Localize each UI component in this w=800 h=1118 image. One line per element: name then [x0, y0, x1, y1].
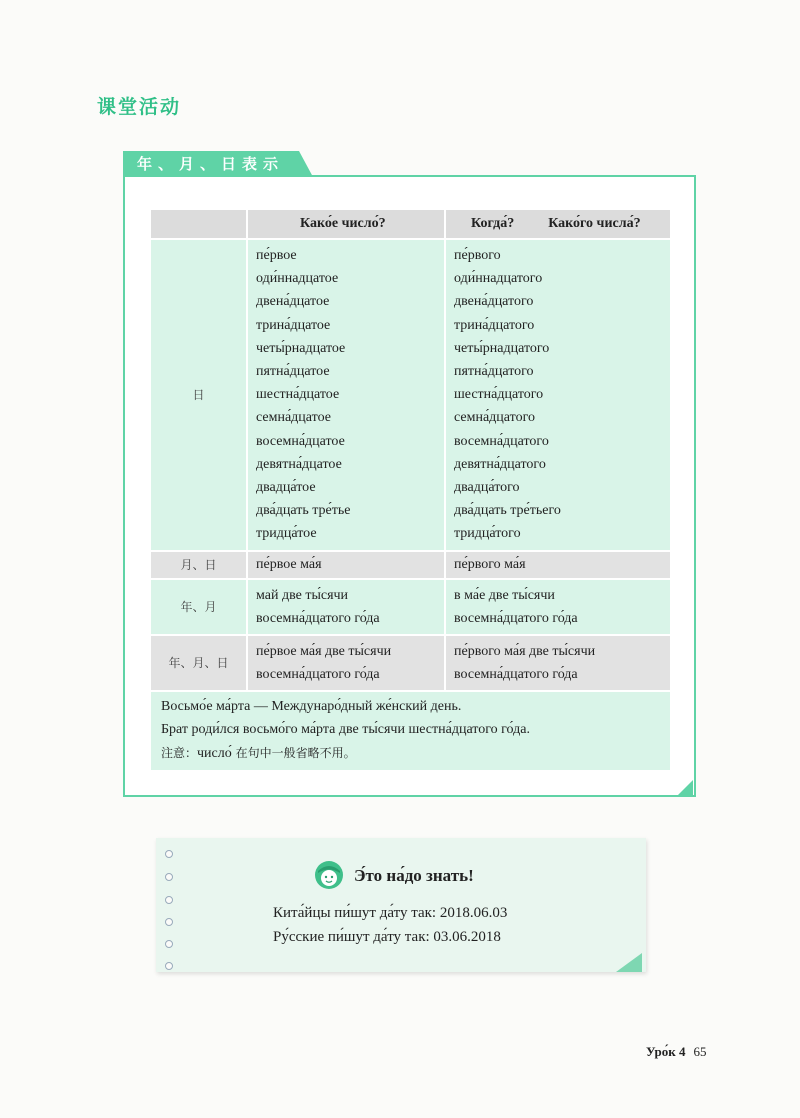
list-item: девятна́дцатого: [454, 456, 546, 472]
list-item: восемна́дцатое: [256, 433, 345, 449]
header-empty: [150, 209, 247, 239]
table-header-row: [150, 209, 671, 239]
list-item: семна́дцатого: [454, 410, 535, 426]
binder-ring-icon: [165, 940, 173, 948]
box-title-tab-edge: [299, 151, 313, 177]
date-table: [149, 208, 672, 772]
info-card-line: Кита́йцы пи́шут да́ту так: 2018.06.03: [273, 905, 508, 921]
year-month-day-nominative: [247, 635, 445, 691]
list-item: восемна́дцатого го́да: [454, 610, 578, 626]
list-item: семна́дцатое: [256, 410, 331, 426]
list-item: трина́дцатого: [454, 317, 535, 333]
binder-ring-icon: [165, 873, 173, 881]
list-item: восемна́дцатого го́да: [256, 666, 380, 682]
table-row-year-month-day: [150, 635, 671, 691]
list-item: трина́дцатое: [256, 317, 331, 333]
list-item: четы́рнадцатого: [454, 340, 550, 356]
table-row-examples: [150, 691, 671, 772]
list-item: пе́рвого ма́я две ты́сячи: [454, 643, 596, 659]
list-item: тридца́тое: [256, 526, 317, 542]
table-row-month-day: [150, 551, 671, 579]
list-item: девятна́дцатое: [256, 456, 342, 472]
list-item: двадца́того: [454, 480, 520, 496]
frame-top-line: [312, 175, 695, 177]
list-item: пятна́дцатое: [256, 364, 330, 380]
table-row-year-month: [150, 579, 671, 635]
list-item: двена́дцатое: [256, 294, 330, 310]
row-label-year-month-day: 年、月、日: [150, 635, 247, 691]
note-prefix: 注意：: [161, 745, 198, 760]
row-label-day: 日: [150, 239, 247, 551]
year-month-nominative: [247, 579, 445, 635]
header-kakogo-chisla: Како́го числа́?: [548, 216, 641, 231]
binder-ring-icon: [165, 918, 173, 926]
note-suffix: 在句中一般省略不用。: [231, 745, 356, 760]
face-icon: [314, 860, 344, 890]
row-label-month-day: 月、日: [150, 551, 247, 579]
binder-ring-icon: [165, 962, 173, 970]
month-day-genitive: пе́рвого ма́я: [445, 551, 671, 579]
day-nominative-list: [247, 239, 445, 551]
usage-note: [161, 742, 670, 766]
list-item: два́дцать тре́тье: [256, 503, 351, 519]
list-item: пе́рвого: [454, 248, 501, 263]
info-card-line: Ру́сские пи́шут да́ту так: 03.06.2018: [273, 929, 501, 945]
list-item: два́дцать тре́тьего: [454, 503, 561, 519]
list-item: восемна́дцатого го́да: [256, 610, 380, 626]
page-number: 65: [693, 1044, 707, 1059]
list-item: оди́ннадцатое: [256, 271, 339, 287]
header-kogda: [445, 209, 671, 239]
year-month-prepositional: [445, 579, 671, 635]
month-day-nominative: пе́рвое ма́я: [247, 551, 445, 579]
lesson-label: Уро́к 4: [646, 1044, 686, 1059]
binder-ring-icon: [165, 896, 173, 904]
info-card-title: Э́то на́до знать!: [354, 866, 474, 885]
list-item: пе́рвое: [256, 248, 297, 263]
list-item: шестна́дцатое: [256, 387, 340, 403]
list-item: шестна́дцатого: [454, 387, 544, 403]
list-item: пе́рвое ма́я две ты́сячи: [256, 643, 392, 659]
list-item: май две ты́сячи: [256, 587, 349, 603]
box-title: 年、月、日表示: [123, 151, 299, 177]
binder-ring-icon: [165, 850, 173, 858]
list-item: оди́ннадцатого: [454, 271, 543, 287]
examples-cell: [150, 691, 671, 772]
list-item: восемна́дцатого го́да: [454, 666, 578, 682]
list-item: пятна́дцатого: [454, 364, 534, 380]
example-sentence: Брат роди́лся восьмо́го ма́рта две ты́сячи шестна́дцатого го́да.: [161, 722, 530, 738]
section-title: 课堂活动: [97, 96, 182, 118]
list-item: в ма́е две ты́сячи: [454, 587, 555, 603]
year-month-day-genitive: [445, 635, 671, 691]
list-item: двена́дцатого: [454, 294, 534, 310]
note-word: число́: [197, 745, 232, 761]
table-row-day: [150, 239, 671, 551]
card-fold-corner: [616, 953, 642, 972]
list-item: восемна́дцатого: [454, 433, 549, 449]
example-sentence: Восьмо́е ма́рта — Междунаро́дный же́нский день.: [161, 698, 462, 714]
header-kakoe-chislo: Како́е число́?: [247, 209, 445, 239]
list-item: тридца́того: [454, 526, 521, 542]
day-genitive-list: [445, 239, 671, 551]
list-item: двадца́тое: [256, 480, 316, 496]
frame-corner-decoration: [678, 780, 693, 795]
list-item: четы́рнадцатое: [256, 340, 346, 356]
page-footer: [646, 1044, 706, 1060]
row-label-year-month: 年、月: [150, 579, 247, 635]
header-kogda-text: Когда́?: [471, 216, 515, 231]
